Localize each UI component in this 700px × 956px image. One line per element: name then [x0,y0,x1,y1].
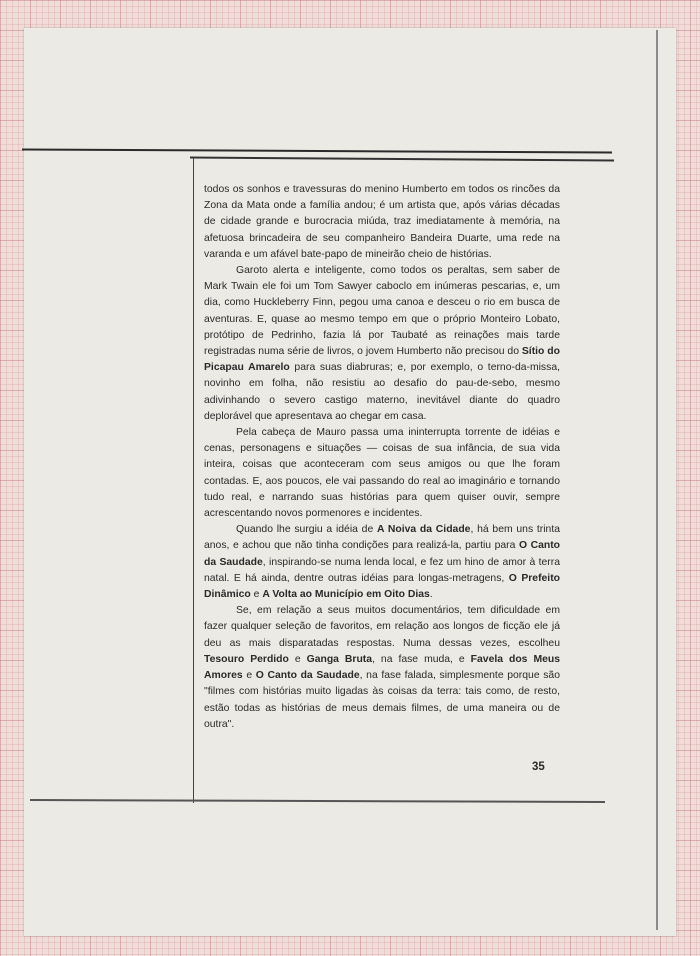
paragraph-3 [204,425,560,522]
scan-crop-line-left [193,158,194,803]
title-reference: Favela dos Meus Amores [204,653,560,682]
text-run: , na fase falada, simplesmente porque são "filmes com histórias muito ligadas às coisas da terra: tais como, de resto, estão todas as histórias de meus demais filmes, de uma maneira ou de outra". [204,670,560,730]
title-reference: Ganga Bruta [306,653,373,665]
paper-edge [656,30,658,930]
text-run: Quando lhe surgiu a idéia de [236,524,377,536]
text-run: e [242,670,256,682]
text-run: e [250,589,263,601]
title-reference: A Noiva da Cidade [376,524,471,536]
paragraph-4 [204,522,560,603]
text-run: e [288,653,307,665]
text-run: Garoto alerta e inteligente, como todos os peraltas, sem saber de Mark Twain ele foi um Tom Sawyer caboclo em inúmeras pescarias, e, um dia, como Huckleberry Finn, pegou uma canoa e desceu o rio em busca de aventuras. E, quase ao mesmo tempo em que o próprio Monteiro Lobato, protótipo de Pedrinho, fazia lá por Taubaté as reinações mais tarde registradas numa série de livros, o jovem Humberto não precisou do [204,265,560,358]
text-run: para suas diabruras; e, por exemplo, o terno-da-missa, novinho em folha, não resistiu ao desafio do pau-de-sebo, mesmo adivinhando o severo castigo materno, inevitável diante do quadro deplorável que apresentava ao chegar em casa. [204,362,560,422]
title-reference: O Canto da Saudade [204,540,561,568]
page-number: 35 [532,761,545,773]
article-text [204,182,560,733]
text-run: Se, em relação a seus muitos documentários, tem dificuldade em fazer qualquer seleção de favoritos, em relação aos longos de ficção ele já deu as mais disparatadas respostas. Numa dessas vezes, escolheu [204,605,560,649]
text-run: , há bem uns trinta anos, e achou que não tinha condições para realizá-la, partiu para [204,524,560,552]
title-reference: A Volta ao Município em Oito Dias [262,589,430,601]
paragraph-1 [204,182,560,263]
title-reference: O Prefeito Dinâmico [204,572,561,601]
text-run: , inspirando-se numa lenda local, e fez um hino de amor à terra natal. E há ainda, dentre outras idéias para longas-metragens, [204,556,560,584]
paragraph-5 [204,603,560,733]
text-run: . [429,589,433,601]
title-reference: Sítio do Picapau Amarelo [204,346,560,374]
text-run: Pela cabeça de Mauro passa uma ininterrupta torrente de idéias e cenas, personagens e situações — coisas de sua infância, de sua vida inteira, coisas que aconteceram com seus amigos ou que lhe foram contadas. E, aos poucos, ele vai passando do real ao imaginário e tornando tudo real, e narrando suas histórias para quem quiser ouvir, sempre acrescentando novos pormenores e incidentes. [204,427,560,520]
title-reference: O Canto da Saudade [255,670,360,682]
text-run: , na fase muda, e [372,653,471,665]
paragraph-2 [204,263,560,425]
text-run: todos os sonhos e travessuras do menino Humberto em todos os rincões da Zona da Mata onde a família andou; é um artista que, após várias décadas de cidade grande e burocracia miúda, traz imediatamente à memória, na afetuosa brincadeira de seu companheiro Bandeira Duarte, uma rede na varanda e um afável bate-papo de mineirão cheio de histórias. [204,184,560,260]
title-reference: Tesouro Perdido [204,653,289,665]
